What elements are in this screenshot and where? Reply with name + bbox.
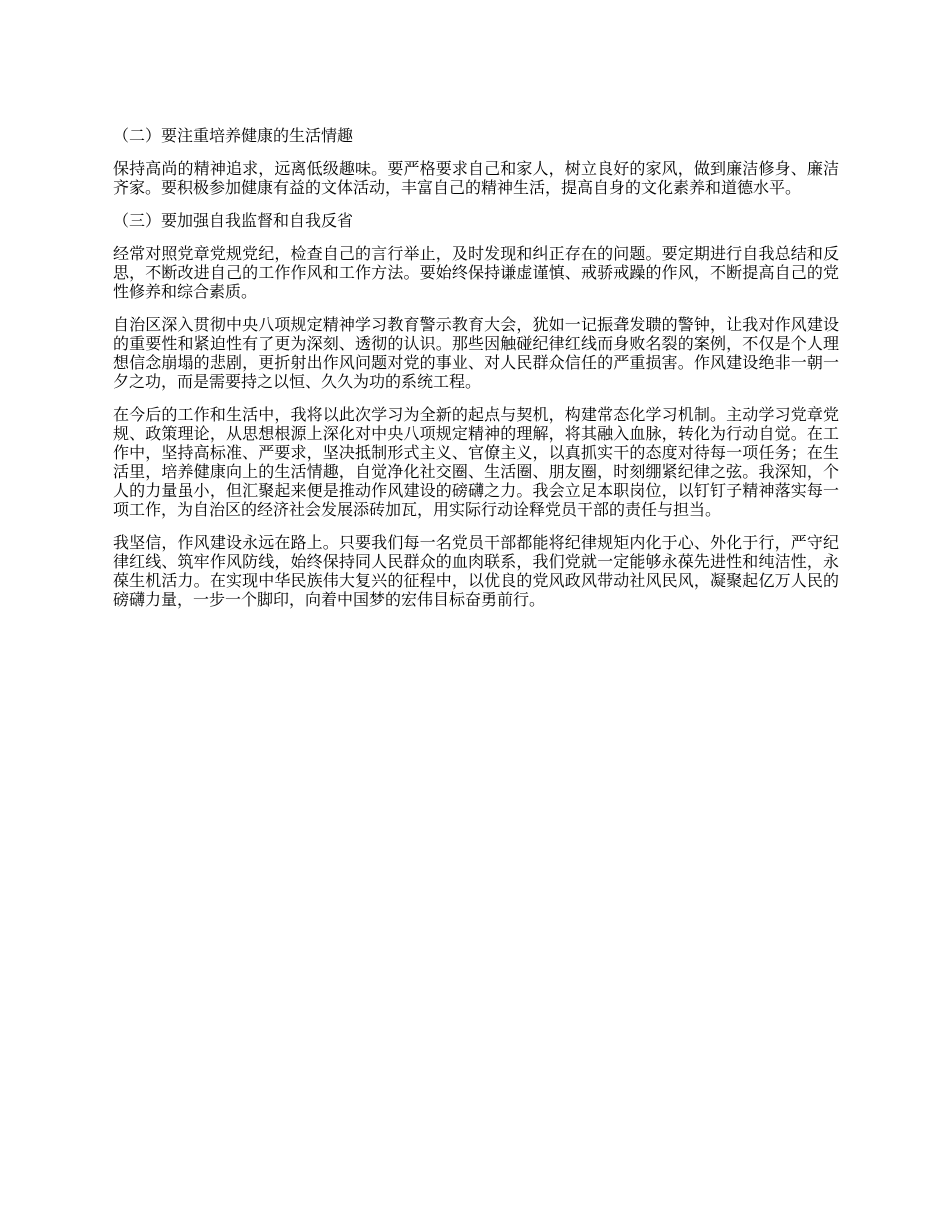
section-paragraph-3: 经常对照党章党规党纪，检查自己的言行举止，及时发现和纠正存在的问题。要定期进行自我总结和反思，不断改进自己的工作作风和工作方法。要始终保持谦虚谨慎、戒骄戒躁的作风，不断提高自己的党性修养和综合素质。: [113, 244, 839, 301]
closing-paragraph-1: 自治区深入贯彻中央八项规定精神学习教育警示教育大会，犹如一记振聋发聩的警钟，让我对作风建设的重要性和紧迫性有了更为深刻、透彻的认识。那些因触碰纪律红线而身败名裂的案例，不仅是个人理想信念崩塌的悲剧，更折射出作风问题对党的事业、对人民群众信任的严重损害。作风建设绝非一朝一夕之功，而是需要持之以恒、久久为功的系统工程。: [113, 315, 839, 391]
closing-paragraph-2: 在今后的工作和生活中，我将以此次学习为全新的起点与契机，构建常态化学习机制。主动学习党章党规、政策理论，从思想根源上深化对中央八项规定精神的理解，将其融入血脉，转化为行动自觉。在工作中，坚持高标准、严要求，坚决抵制形式主义、官僚主义，以真抓实干的态度对待每一项任务；在生活里，培养健康向上的生活情趣，自觉净化社交圈、生活圈、朋友圈，时刻绷紧纪律之弦。我深知，个人的力量虽小，但汇聚起来便是推动作风建设的磅礴之力。我会立足本职岗位，以钉钉子精神落实每一项工作，为自治区的经济社会发展添砖加瓦，用实际行动诠释党员干部的责任与担当。: [113, 405, 839, 519]
section-heading-2: （二）要注重培养健康的生活情趣: [113, 126, 354, 145]
section-heading-3: （三）要加强自我监督和自我反省: [113, 211, 354, 230]
closing-paragraph-3: 我坚信，作风建设永远在路上。只要我们每一名党员干部都能将纪律规矩内化于心、外化于行，严守纪律红线、筑牢作风防线，始终保持同人民群众的血肉联系，我们党就一定能够永葆先进性和纯洁性，永葆生机活力。在实现中华民族伟大复兴的征程中，以优良的党风政风带动社风民风，凝聚起亿万人民的磅礴力量，一步一个脚印，向着中国梦的宏伟目标奋勇前行。: [113, 533, 839, 609]
section-paragraph-2: 保持高尚的精神追求，远离低级趣味。要严格要求自己和家人，树立良好的家风，做到廉洁修身、廉洁齐家。要积极参加健康有益的文体活动，丰富自己的精神生活，提高自身的文化素养和道德水平。: [113, 159, 839, 197]
document-body: [113, 126, 839, 623]
